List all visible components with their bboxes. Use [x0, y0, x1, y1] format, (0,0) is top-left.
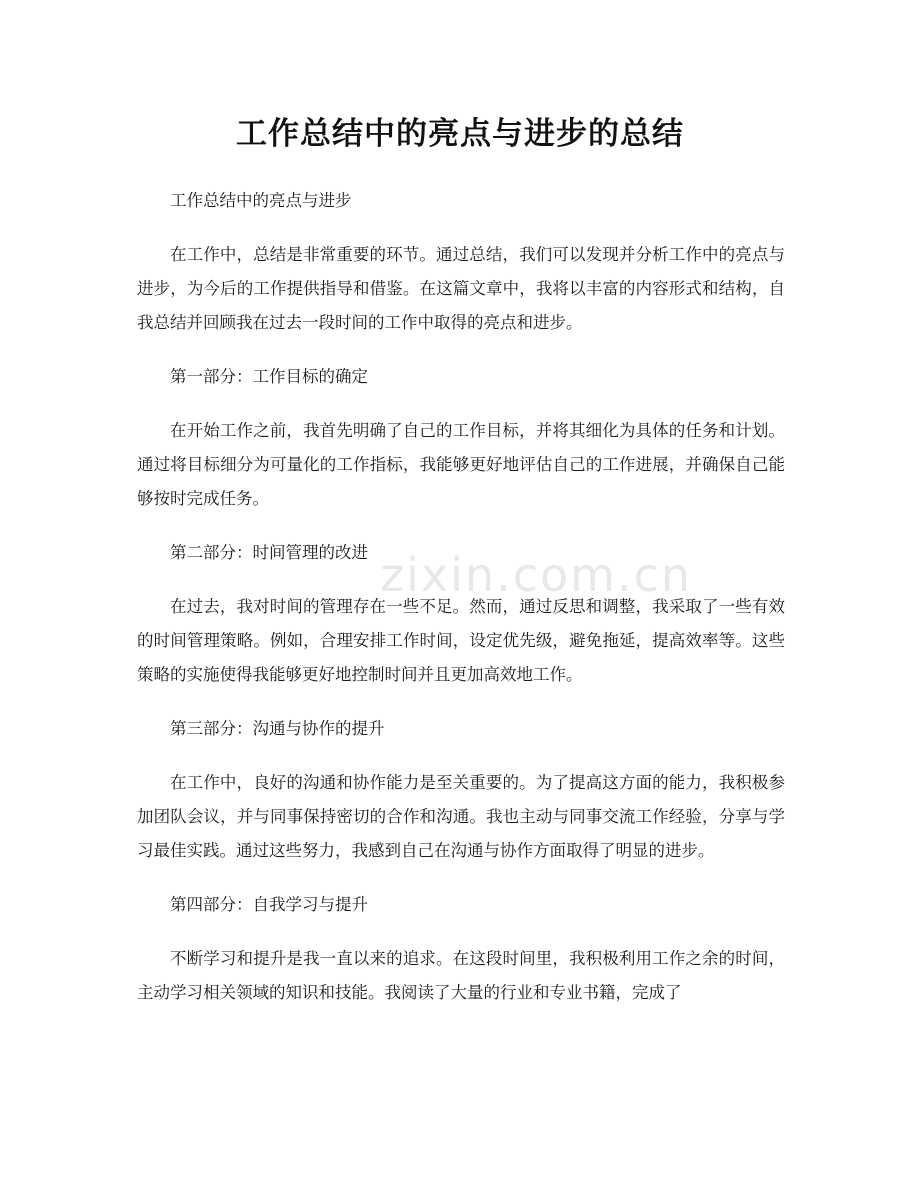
paragraph-section-2: 在过去，我对时间的管理存在一些不足。然而，通过反思和调整，我采取了一些有效的时间管理策略。例如，合理安排工作时间，设定优先级，避免拖延，提高效率等。这些策略的实施使得我能够更好地控制时间并且更加高效地工作。	[137, 597, 785, 684]
paragraph-subtitle: 工作总结中的亮点与进步	[170, 191, 352, 210]
paragraph-intro: 在工作中，总结是非常重要的环节。通过总结，我们可以发现并分析工作中的亮点与进步，为今后的工作提供指导和借鉴。在这篇文章中，我将以丰富的内容形式和结构，自我总结并回顾我在过去一段时间的工作中取得的亮点和进步。	[137, 245, 785, 332]
paragraph-section-3: 在工作中，良好的沟通和协作能力是至关重要的。为了提高这方面的能力，我积极参加团队会议，并与同事保持密切的合作和沟通。我也主动与同事交流工作经验，分享与学习最佳实践。通过这些努力，我感到自己在沟通与协作方面取得了明显的进步。	[137, 773, 785, 860]
document-body	[137, 184, 785, 1030]
paragraph-section-1: 在开始工作之前，我首先明确了自己的工作目标，并将其细化为具体的任务和计划。通过将目标细分为可量化的工作指标，我能够更好地评估自己的工作进展，并确保自己能够按时完成任务。	[137, 421, 785, 508]
paragraph-section-4: 不断学习和提升是我一直以来的追求。在这段时间里，我积极利用工作之余的时间，主动学习相关领域的知识和技能。我阅读了大量的行业和专业书籍，完成了	[137, 949, 785, 1002]
watermark: zixin.com.cn	[380, 548, 693, 602]
section-heading-1: 第一部分：工作目标的确定	[170, 367, 368, 386]
section-heading-4: 第四部分：自我学习与提升	[170, 895, 368, 914]
document-title: 工作总结中的亮点与进步的总结	[236, 116, 684, 152]
section-heading-3: 第三部分：沟通与协作的提升	[170, 719, 385, 738]
section-heading-2: 第二部分：时间管理的改进	[170, 543, 368, 562]
